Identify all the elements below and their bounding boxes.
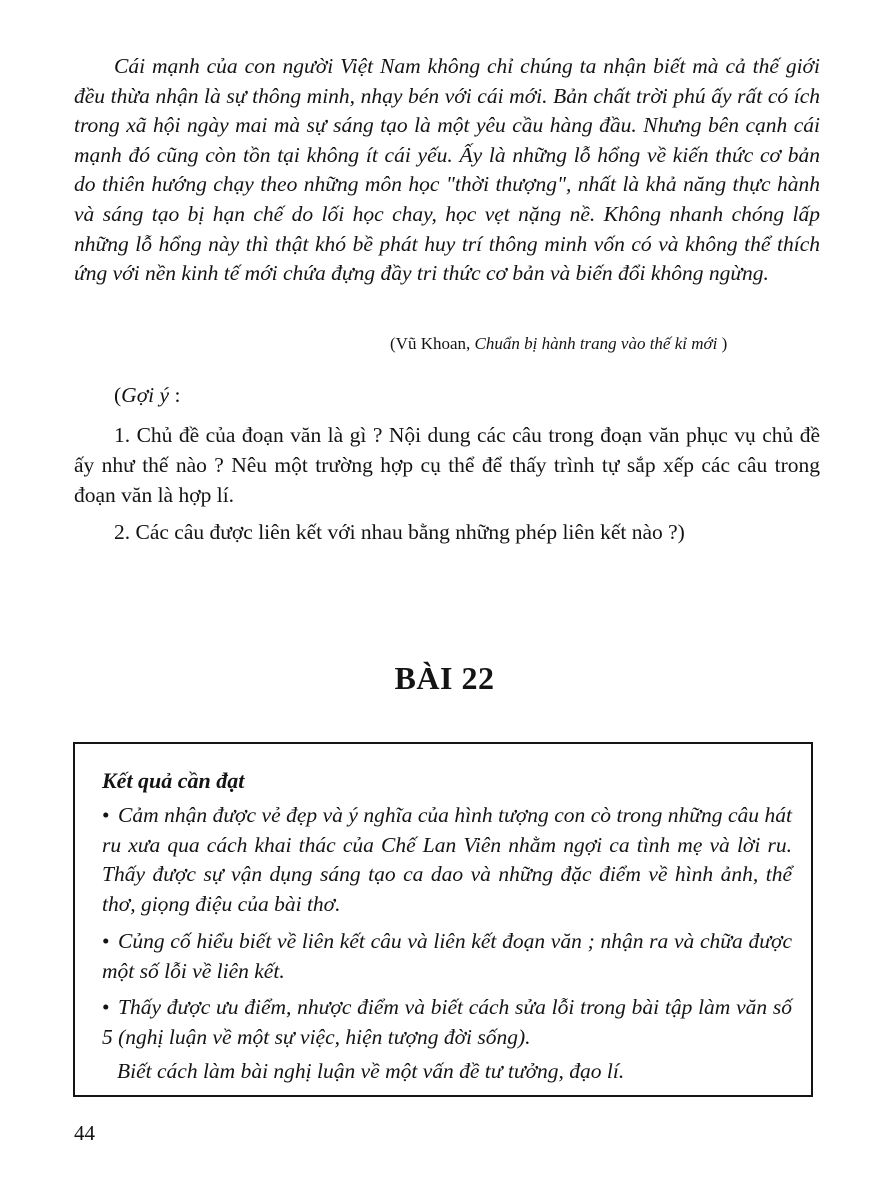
- citation-close: ): [717, 334, 728, 353]
- objective-item-1: [102, 801, 792, 919]
- page-number: 44: [74, 1121, 95, 1145]
- bullet-icon: •: [102, 995, 110, 1019]
- hint-label: Gợi ý: [121, 383, 170, 407]
- hint-question-2: 2. Các câu được liên kết với nhau bằng những phép liên kết nào ?): [114, 520, 685, 544]
- bullet-icon: •: [102, 803, 110, 827]
- objective-extra-line: Biết cách làm bài nghị luận về một vấn đề tư tưởng, đạo lí.: [117, 1059, 625, 1083]
- objective-item-2: [102, 927, 792, 986]
- quoted-passage: Cái mạnh của con người Việt Nam không chỉ chúng ta nhận biết mà cả thế giới đều thừa nhận là sự thông minh, nhạy bén với cái mới. Bản chất trời phú ấy rất có ích trong xã hội ngày mai mà sự sáng tạo là một yêu cầu hàng đầu. Nhưng bên cạnh cái mạnh đó cũng còn tồn tại không ít cái yếu. Ấy là những lỗ hổng về kiến thức cơ bản do thiên hướng chạy theo những môn học "thời thượng", nhất là khả năng thực hành và sáng tạo bị hạn chế do lối học chay, học vẹt nặng nề. Không nhanh chóng lấp những lỗ hổng này thì thật khó bề phát huy trí thông minh vốn có và không thể thích ứng với nền kinh tế mới chứa đựng đầy tri thức cơ bản và biến đổi không ngừng.: [74, 54, 820, 286]
- objective-text: Củng cố hiểu biết về liên kết câu và liên kết đoạn văn ; nhận ra và chữa được một số lỗi về liên kết.: [102, 929, 792, 983]
- objectives-heading: Kết quả cần đạt: [102, 768, 245, 793]
- hint-open-paren: (: [114, 383, 122, 407]
- passage-citation: [390, 333, 820, 355]
- hint-colon: :: [169, 383, 181, 407]
- citation-work-title: Chuẩn bị hành trang vào thế kỉ mới: [474, 334, 718, 353]
- objective-text: Cảm nhận được vẻ đẹp và ý nghĩa của hình tượng con cò trong những câu hát ru xưa qua cách khai thác của Chế Lan Viên nhằm ngợi ca tình mẹ và lời ru. Thấy được sự vận dụng sáng tạo ca dao và những đặc điểm về hình ảnh, thể thơ, giọng điệu của bài thơ.: [102, 803, 792, 916]
- citation-author: (Vũ Khoan,: [390, 334, 475, 353]
- lesson-title: BÀI 22: [394, 660, 495, 696]
- learning-objectives-box: [73, 742, 813, 1097]
- hint-question-1: 1. Chủ đề của đoạn văn là gì ? Nội dung các câu trong đoạn văn phục vụ chủ đề ấy như thế nào ? Nêu một trường hợp cụ thể để thấy trình tự sắp xếp các câu trong đoạn văn là hợp lí.: [74, 423, 820, 507]
- hint-heading: [114, 381, 180, 411]
- objective-text: Thấy được ưu điểm, nhược điểm và biết cách sửa lỗi trong bài tập làm văn số 5 (nghị luận về một sự việc, hiện tượng đời sống).: [102, 995, 792, 1049]
- bullet-icon: •: [102, 929, 110, 953]
- objective-item-3: [102, 993, 792, 1052]
